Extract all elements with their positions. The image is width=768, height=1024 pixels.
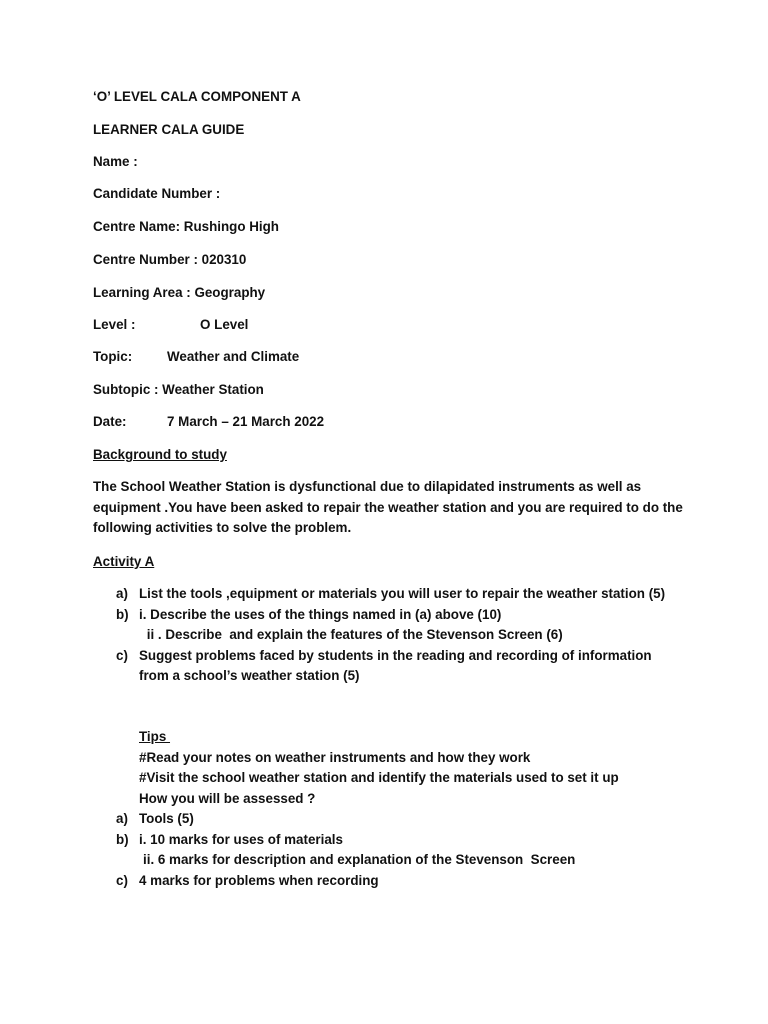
background-paragraph: The School Weather Station is dysfunctional due to dilapidated instruments as well as equipment .You have been asked to repair the weather station and you are required to do the following activities to solve the problem.: [93, 479, 683, 535]
assessment-heading: How you will be assessed ?: [139, 790, 316, 806]
tips-line: #Read your notes on weather instruments and how they work: [139, 749, 531, 765]
activity-heading: Activity A: [93, 554, 155, 569]
list-item: [116, 646, 676, 687]
background-heading: Background to study: [93, 447, 227, 462]
list-item: [116, 809, 676, 830]
level-field: [93, 316, 248, 334]
item-text: List the tools ,equipment or materials you will user to repair the weather station (5): [139, 586, 666, 601]
item-text: i. 10 marks for uses of materials: [139, 831, 343, 847]
item-text: 4 marks for problems when recording: [139, 872, 379, 888]
document-subtitle: LEARNER CALA GUIDE: [93, 122, 245, 137]
date-field: [93, 413, 324, 431]
tips-heading: Tips: [139, 729, 171, 744]
item-subtext: ii. 6 marks for description and explanation of the Stevenson Screen: [143, 852, 576, 867]
name-field: Name :: [93, 154, 138, 169]
item-subtext: ii . Describe and explain the features of the Stevenson Screen (6): [143, 627, 563, 642]
topic-label: Topic:: [93, 349, 133, 364]
item-marker: a): [116, 586, 128, 601]
learning-area-field: Learning Area : Geography: [93, 285, 266, 300]
item-text: i. Describe the uses of the things named in (a) above (10): [139, 606, 502, 622]
date-value: 7 March – 21 March 2022: [167, 414, 325, 429]
level-value: O Level: [200, 317, 249, 332]
list-item: [116, 830, 676, 871]
item-marker: a): [116, 811, 128, 826]
activity-list: [116, 584, 676, 687]
list-item: [116, 605, 676, 646]
level-label: Level :: [93, 317, 136, 332]
item-marker: c): [116, 872, 128, 888]
item-text: Tools (5): [139, 811, 194, 826]
item-text: Suggest problems faced by students in the reading and recording of information from a school’s weather station (5): [139, 647, 652, 683]
document-title: ‘O’ LEVEL CALA COMPONENT A: [93, 89, 301, 104]
topic-value: Weather and Climate: [167, 349, 300, 364]
item-marker: b): [116, 606, 129, 622]
centre-name-field: Centre Name: Rushingo High: [93, 219, 279, 234]
date-label: Date:: [93, 414, 127, 429]
subtopic-field: Subtopic : Weather Station: [93, 382, 264, 397]
candidate-number-field: Candidate Number :: [93, 186, 221, 201]
topic-field: [93, 348, 299, 366]
tips-line: #Visit the school weather station and identify the materials used to set it up: [139, 770, 619, 785]
centre-number-field: Centre Number : 020310: [93, 252, 247, 267]
item-marker: b): [116, 831, 129, 847]
item-marker: c): [116, 647, 128, 663]
list-item: [116, 584, 676, 605]
tips-section: [139, 727, 699, 809]
list-item: [116, 871, 676, 892]
assessment-list: [116, 809, 676, 891]
